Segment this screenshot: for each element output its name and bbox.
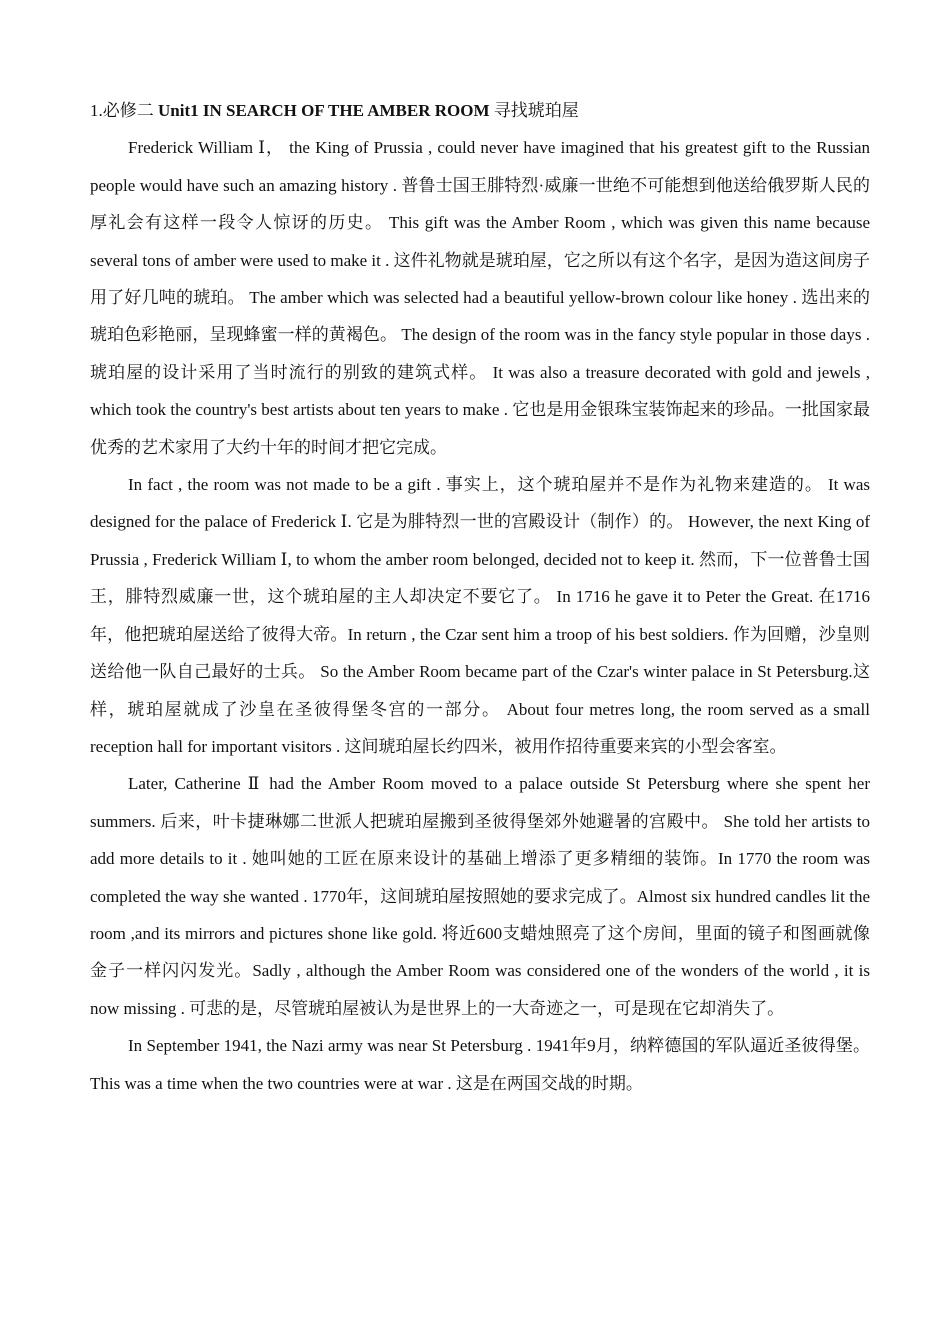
- document-body: [90, 92, 870, 1102]
- heading-suffix: 寻找琥珀屋: [489, 101, 579, 120]
- heading-prefix: 1.必修二: [90, 101, 158, 120]
- paragraph-2: In fact , the room was not made to be a gift . 事实上，这个琥珀屋并不是作为礼物来建造的。 It was designed for the palace of Frederick Ⅰ. 它是为腓特烈一世的宫殿设计（制作）的。 However, the next King of Prussia , Frederick William Ⅰ, to whom the amber room belonged, decided not to keep it. 然而，下一位普鲁士国王，腓特烈威廉一世，这个琥珀屋的主人却决定不要它了。 In 1716 he gave it to Peter the Great. 在1716年，他把琥珀屋送给了彼得大帝。In return , the Czar sent him a troop of his best soldiers. 作为回赠，沙皇则送给他一队自己最好的士兵。 So the Amber Room became part of the Czar's winter palace in St Petersburg.这样，琥珀屋就成了沙皇在圣彼得堡冬宫的一部分。 About four metres long, the room served as a small reception hall for important visitors . 这间琥珀屋长约四米，被用作招待重要来宾的小型会客室。: [90, 475, 870, 756]
- paragraph-4: In September 1941, the Nazi army was near St Petersburg . 1941年9月，纳粹德国的军队逼近圣彼得堡。 This was a time when the two countries were at war . 这是在两国交战的时期。: [90, 1036, 870, 1093]
- paragraph-3: Later, Catherine Ⅱ had the Amber Room moved to a palace outside St Petersburg where she spent her summers. 后来，叶卡捷琳娜二世派人把琥珀屋搬到圣彼得堡郊外她避暑的宫殿中。 She told her artists to add more details to it . 她叫她的工匠在原来设计的基础上增添了更多精细的装饰。In 1770 the room was completed the way she wanted . 1770年，这间琥珀屋按照她的要求完成了。Almost six hundred candles lit the room ,and its mirrors and pictures shone like gold. 将近600支蜡烛照亮了这个房间，里面的镜子和图画就像金子一样闪闪发光。Sadly , although the Amber Room was considered one of the wonders of the world , it is now missing . 可悲的是，尽管琥珀屋被认为是世界上的一大奇迹之一，可是现在它却消失了。: [90, 774, 870, 1018]
- unit-title: Unit1 IN SEARCH OF THE AMBER ROOM: [158, 101, 490, 120]
- paragraph-1: Frederick William Ⅰ， the King of Prussia , could never have imagined that his greatest gift to the Russian people would have such an amazing history . 普鲁士国王腓特烈·威廉一世绝不可能想到他送给俄罗斯人民的厚礼会有这样一段令人惊讶的历史。 This gift was the Amber Room , which was given this name because several tons of amber were used to make it . 这件礼物就是琥珀屋，它之所以有这个名字，是因为造这间房子用了好几吨的琥珀。 The amber which was selected had a beautiful yellow-brown colour like honey . 选出来的琥珀色彩艳丽，呈现蜂蜜一样的黄褐色。 The design of the room was in the fancy style popular in those days . 琥珀屋的设计采用了当时流行的别致的建筑式样。 It was also a treasure decorated with gold and jewels , which took the country's best artists about ten years to make . 它也是用金银珠宝装饰起来的珍品。一批国家最优秀的艺术家用了大约十年的时间才把它完成。: [90, 138, 870, 457]
- section-heading: [90, 92, 870, 129]
